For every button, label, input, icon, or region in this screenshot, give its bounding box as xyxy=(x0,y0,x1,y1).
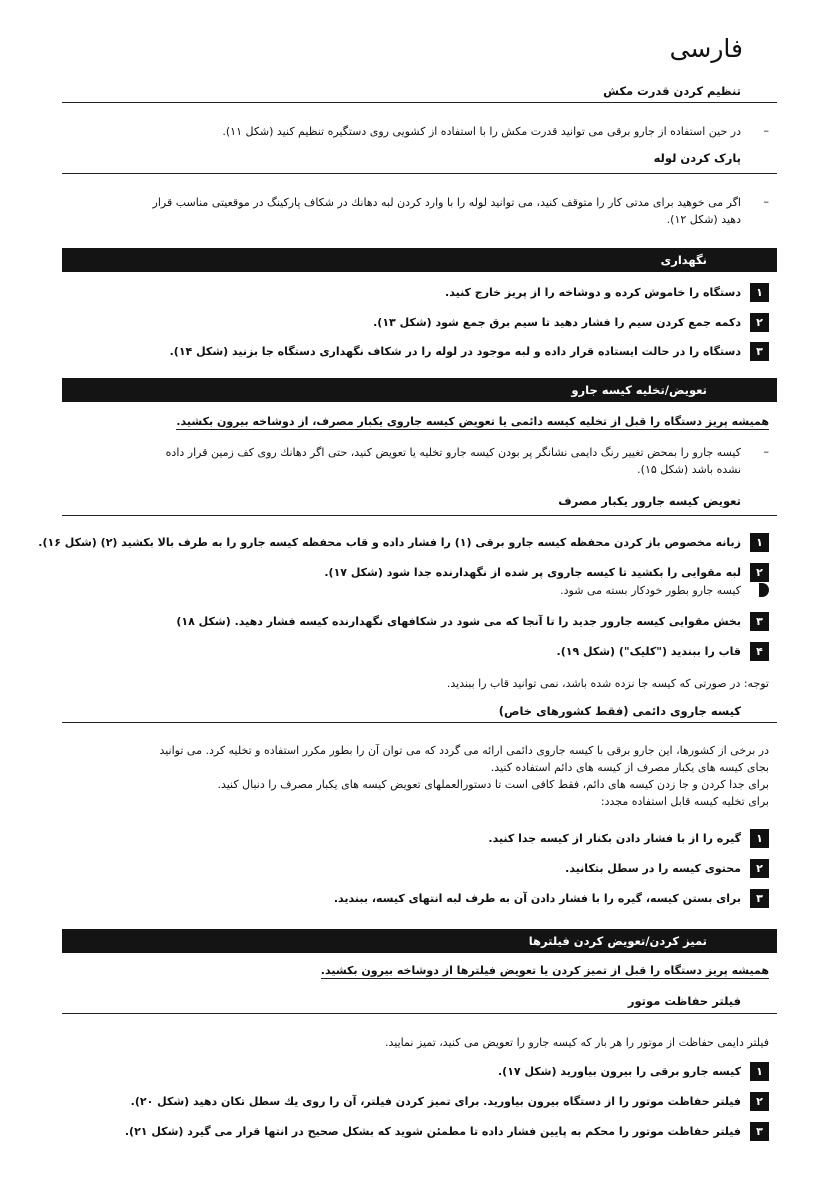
bag-step-2: لبه مقوایی را بکشید تا کیسه جاروی پر شده از نگهدارنده جدا شود (شکل ۱۷). xyxy=(324,566,741,579)
step-number: ۲ xyxy=(750,563,769,582)
filters-section-header xyxy=(62,929,777,953)
permanent-paragraph-line4: برای تخلیه کیسه قابل استفاده مجدد: xyxy=(600,795,769,808)
divider xyxy=(62,102,777,103)
permanent-step-2: محتوی کیسه را در سطل بتکانید. xyxy=(565,862,741,875)
storage-step-2: دکمه جمع کردن سیم را فشار دهید تا سیم برق جمع شود (شکل ۱۳). xyxy=(373,316,741,329)
filters-step-1: کیسه جارو برقی را بیرون بیاورید (شکل ۱۷). xyxy=(497,1065,741,1078)
permanent-paragraph-line2: بجای کیسه های یکبار مصرف از کیسه های دائم استفاده کنید. xyxy=(490,761,769,774)
filters-step-2: فیلتر حفاظت موتور را از دستگاه بیرون بیاورید. برای تمیز کردن فیلتر، آن را روی یك سطل تکان دهید (شکل ۲۰). xyxy=(130,1095,741,1108)
step-number: ۳ xyxy=(750,1122,769,1141)
bag-warning: همیشه پریز دستگاه را قبل از تخلیه کیسه دائمی یا تعویض کیسه جاروی یکبار مصرف، از دوشاخه بیرون بکشید. xyxy=(176,415,769,428)
permanent-step-1: گیره را از با فشار دادن بکنار از کیسه جدا کنید. xyxy=(488,832,741,845)
result-marker-icon xyxy=(759,583,769,597)
step-number: ۳ xyxy=(750,889,769,908)
motor-filter-paragraph: فیلتر دایمی حفاظت از موتور را هر بار که کیسه جارو را تعویض می کنید، تمیز نمایید. xyxy=(385,1036,769,1049)
suction-power-heading: تنظیم کردن قدرت مکش xyxy=(603,84,741,98)
bag-step-3: بخش مقوایی کیسه جارور جدید را تا آنجا که می شود در شکافهای نگهدارنده کیسه فشار دهید. (شکل ۱۸) xyxy=(176,615,741,628)
step-number: ۱ xyxy=(750,533,769,552)
divider xyxy=(62,1013,777,1014)
divider xyxy=(62,515,777,516)
permanent-paragraph-line1: در برخی از کشورها، این جارو برقی با کیسه جاروی دائمی ارائه می گردد که می توان آن را بطور مکرر استفاده و تخلیه کرد. می توانید xyxy=(159,744,769,757)
storage-header-label: نگهداری xyxy=(660,253,707,267)
bag-section-header xyxy=(62,378,777,402)
bag-step-1: زبانه مخصوص باز کردن محفظه کیسه جارو برقی (۱) را فشار داده و قاب محفظه کیسه جارو را به طرف بالا بکشید (۲) (شکل ۱۶). xyxy=(38,536,741,549)
suction-power-text: در حین استفاده از جارو برقی می توانید قدرت مکش را با استفاده از کشویی روی دستگیره تنظیم کنید (شکل ۱۱). xyxy=(222,125,741,138)
step-number: ۴ xyxy=(750,642,769,661)
divider xyxy=(62,173,777,174)
bullet-dash: – xyxy=(763,124,769,137)
bag-step-2-note: کیسه جارو بطور خودکار بسته می شود. xyxy=(560,584,741,597)
step-number: ۱ xyxy=(750,1062,769,1081)
disposable-bag-heading: تعویض کیسه جارور یکبار مصرف xyxy=(558,494,741,508)
filters-step-3: فیلتر حفاظت موتور را محکم به پایین فشار داده تا مطمئن شوید که بشکل صحیح در انتها قرار می گیرد (شکل ۲۱). xyxy=(124,1125,741,1138)
storage-step-3: دستگاه را در حالت ایستاده قرار داده و لبه موجود در لوله را در شکاف نگهداری دستگاه جا بزنید (شکل ۱۴). xyxy=(169,345,741,358)
filters-header-label: تمیز کردن/تعویض کردن فیلترها xyxy=(528,934,707,948)
step-number: ۳ xyxy=(750,612,769,631)
bullet-dash: – xyxy=(763,195,769,208)
attention-note: توجه: در صورتی که کیسه جا نزده شده باشد، نمی توانید قاب را ببندید. xyxy=(446,677,769,690)
bag-bullet-line2: نشده باشد (شکل ۱۵). xyxy=(637,463,741,476)
bag-bullet-line1: کیسه جارو را بمحض تغییر رنگ دایمی نشانگر پر بودن کیسه جارو تخلیه یا تعویض کنید، حتی اگر دهانك روی کف زمین قرار داده xyxy=(165,446,741,459)
storage-section-header xyxy=(62,248,777,272)
motor-filter-heading: فیلتر حفاظت موتور xyxy=(627,994,741,1008)
step-number: ۱ xyxy=(750,829,769,848)
parking-heading: پارک کردن لوله xyxy=(653,151,741,165)
bullet-dash: – xyxy=(763,445,769,458)
bag-header-label: تعویض/تخلیه کیسه جارو xyxy=(571,383,707,397)
filters-warning: همیشه پریز دستگاه را قبل از تمیز کردن یا تعویض فیلترها از دوشاخه بیرون بکشید. xyxy=(320,964,769,977)
parking-text-line1: اگر می خوهید برای مدتی کار را متوقف کنید، می توانید لوله را با وارد کردن لبه دهانك در شکاف پارکینگ در موقعیتی مناسب قرار xyxy=(152,196,741,209)
permanent-step-3: برای بستن کیسه، گیره را با فشار دادن آن به طرف لبه انتهای کیسه، ببندید. xyxy=(333,892,741,905)
step-number: ۳ xyxy=(750,342,769,361)
permanent-bag-heading: کیسه جاروی دائمی (فقط کشورهای خاص) xyxy=(498,704,741,718)
bag-step-4: قاب را ببندید ("کلیک") (شکل ۱۹). xyxy=(556,645,741,658)
step-number: ۲ xyxy=(750,1092,769,1111)
step-number: ۲ xyxy=(750,859,769,878)
page-language-title: فارسی xyxy=(669,34,743,63)
step-number: ۲ xyxy=(750,313,769,332)
parking-text-line2: دهید (شکل ۱۲). xyxy=(666,213,741,226)
divider xyxy=(62,722,777,723)
storage-step-1: دستگاه را خاموش کرده و دوشاخه را از پریز خارج کنید. xyxy=(445,286,741,299)
permanent-paragraph-line3: برای جدا کردن و جا زدن کیسه های دائم، فقط کافی است تا دستورالعملهای تعویض کیسه های یکبار مصرف را دنبال کنید. xyxy=(217,778,769,791)
step-number: ۱ xyxy=(750,283,769,302)
